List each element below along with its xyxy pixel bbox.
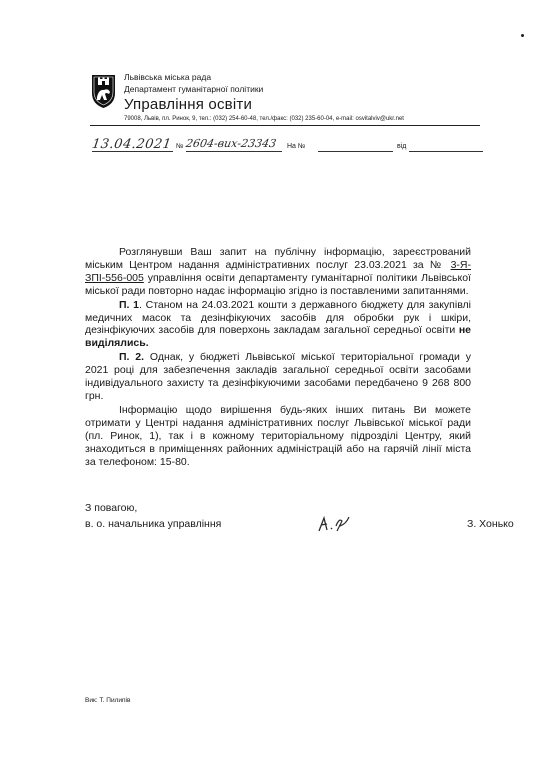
office-address: 79008, Львів, пл. Ринок, 9, тел.: (032) 254-60-48, тел./факс: (032) 235-60-04, e-mail: osvitalviv@ukr.net [124, 116, 404, 122]
item-1-answer: не виділялись. [85, 324, 471, 350]
paragraph-contact: Інформацію щодо вирішення будь-яких інших питань Ви можете отримати у Центрі надання адміністративних послуг Львівської міської ради (пл. Ринок, 1), так і в кожному територіальному підрозділі Центру, який знаходиться в приміщеннях районних адміністрацій або на гарячій лінії міста за телефоном: 15-80. [85, 403, 471, 468]
handwritten-signature [316, 512, 356, 534]
incoming-date-line [409, 151, 483, 152]
department-name: Департамент гуманітарної політики [124, 84, 264, 94]
incoming-number-label: На № [287, 143, 306, 150]
paragraph-request: Розглянувши Ваш запит на публічну інформацію, зареєстрований міським Центром надання адміністративних послуг 23.03.2021 за № 3-Я-ЗПІ-556-005 управління освіти департаменту гуманітарної політики Львівської міської ради повторно надає інформацію згідно із поставленими запитаннями. [85, 246, 471, 297]
office-title: Управління освіти [124, 96, 253, 113]
item-2-label: П. 2. [119, 351, 145, 364]
outgoing-number-label: № [176, 143, 184, 150]
incoming-number-line [318, 151, 393, 152]
outgoing-number-line [186, 151, 282, 152]
letterhead-divider [90, 125, 480, 126]
registration-number: 3-Я-ЗПІ-556-005 [85, 258, 471, 284]
item-1-label: П. 1 [119, 298, 140, 311]
signer-name: З. Хонько [467, 518, 514, 530]
city-coat-of-arms-icon [90, 73, 117, 109]
city-council-name: Львівська міська рада [124, 72, 212, 82]
incoming-date-label: від [397, 143, 407, 150]
handwritten-date: 13.04.2021 [90, 137, 173, 152]
paragraph-item-2: П. 2. Однак, у бюджеті Львівської міської територіальної громади у 2021 році для забезпечення закладів загальної середньої освіти засобами індивідуального захисту та дезінфікуючими засобами передбачено 9 268 800 грн. [85, 351, 471, 402]
executor-note: Вик: Т. Пилипів [85, 697, 131, 704]
scan-speck [521, 34, 524, 37]
handwritten-outgoing-number: 2604-вих-23343 [184, 137, 278, 150]
paragraph-item-1: П. 1. Станом на 24.03.2021 кошти з державного бюджету для закупівлі медичних масок та дезінфікуючих засобів для обробки рук і шкіри, дезінфікуючих засобів для поверхонь закладам загальної середньої освіти не виділялись. [85, 298, 471, 350]
date-line [92, 151, 173, 152]
signer-position: в. о. начальника управління [85, 518, 222, 530]
closing-regards: З повагою, [85, 502, 138, 514]
letter-body [85, 246, 471, 468]
